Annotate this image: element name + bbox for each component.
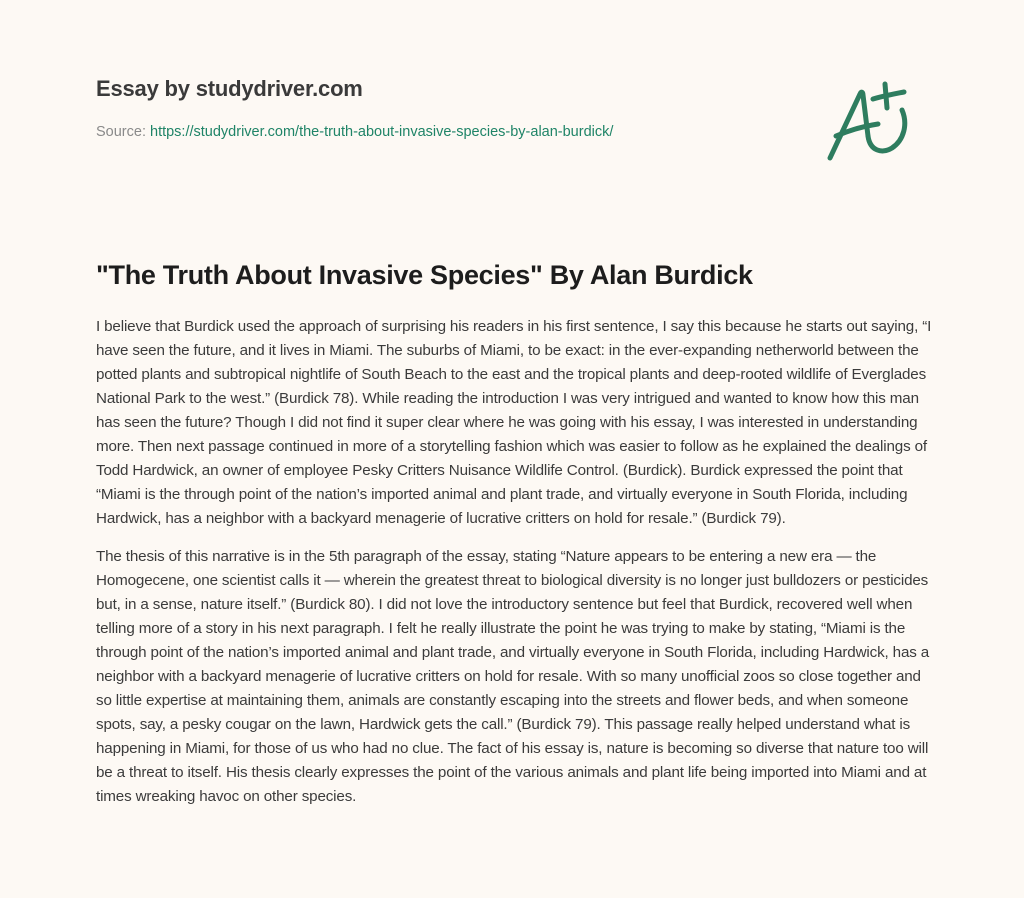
site-title: Essay by studydriver.com	[96, 76, 363, 101]
essay-paragraph: I believe that Burdick used the approach of surprising his readers in his first sentence, I say this because he starts out saying, “I have seen the future, and it lives in Miami. The suburbs of Miami, to be exact: in the ever-expanding netherworld between the potted plants and subtropical nightlife of South Beach to the east and the tropical plants and deep-rooted wildlife of Everglades National Park to the west.” (Burdick 78). While reading the introduction I was very intrigued and wanted to know how this man has seen the future? Though I did not find it super clear where he was going with his essay, I was interested in understanding more. Then next passage continued in more of a storytelling fashion which was easier to follow as he explained the dealings of Todd Hardwick, an owner of employee Pesky Critters Nuisance Wildlife Control. (Burdick). Burdick expressed the point that “Miami is the through point of the nation’s imported animal and plant trade, and virtually everyone in South Florida, including Hardwick, has a neighbor with a backyard menagerie of lucrative critters on hold for resale.” (Burdick 79).	[96, 318, 932, 527]
page-header	[96, 74, 796, 142]
source-link[interactable]: https://studydriver.com/the-truth-about-invasive-species-by-alan-burdick/	[150, 124, 614, 140]
essay-title: "The Truth About Invasive Species" By Alan Burdick	[96, 260, 753, 290]
essay-body	[96, 315, 936, 823]
source-label: Source:	[96, 124, 150, 140]
essay-paragraph: The thesis of this narrative is in the 5th paragraph of the essay, stating “Nature appears to be entering a new era — the Homogecene, one scientist calls it — wherein the greatest threat to biological diversity is no longer just bulldozers or pesticides but, in a sense, nature itself.” (Burdick 80). I did not love the introductory sentence but feel that Burdick, recovered well when telling more of a story in his next paragraph. I felt he really illustrate the point he was trying to make by stating, “Miami is the through point of the nation’s imported animal and plant trade, and virtually everyone in South Florida, including Hardwick, has a neighbor with a backyard menagerie of lucrative critters on hold for resale. With so many unofficial zoos so close together and so little expertise at maintaining them, animals are constantly escaping into the streets and flower beds, and when someone spots, say, a pesky cougar on the lawn, Hardwick gets the call.” (Burdick 79). This passage really helped understand what is happening in Miami, for those of us who had no clue. The fact of his essay is, nature is becoming so diverse that nature too will be a threat to itself. His thesis clearly expresses the point of the various animals and plant life being imported into Miami and at times wreaking havoc on other species.	[96, 548, 930, 805]
a-plus-grade-icon	[820, 66, 930, 166]
source-line	[96, 122, 796, 142]
